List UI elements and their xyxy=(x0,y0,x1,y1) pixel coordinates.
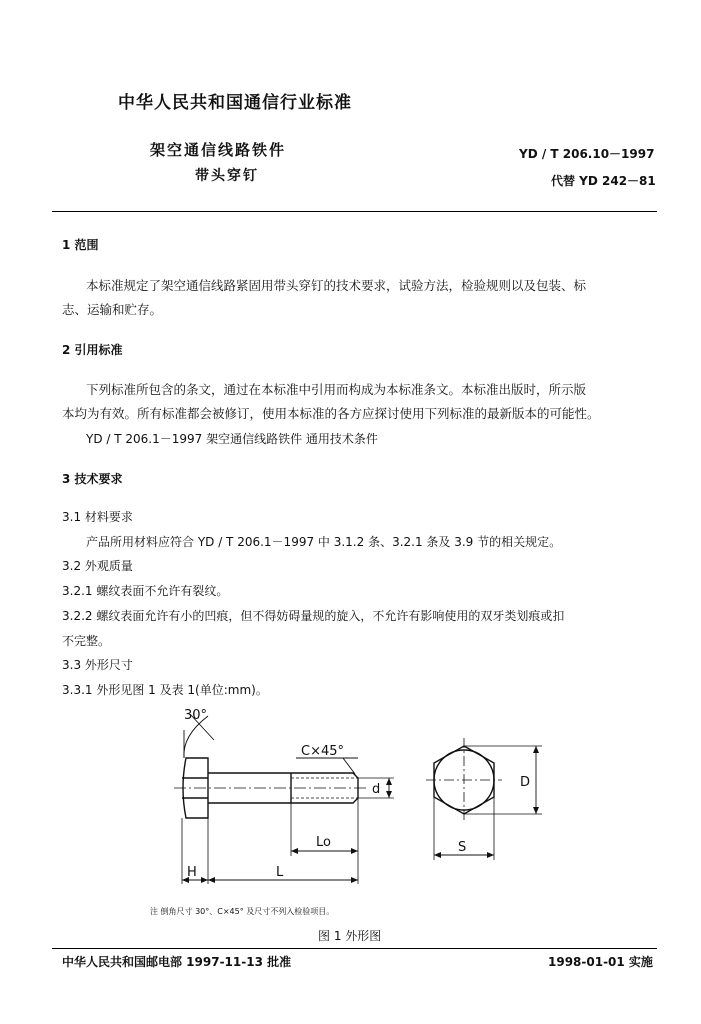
standard-code: YD / T 206.10－1997 xyxy=(519,147,655,161)
section-1-heading: 1 范围 xyxy=(62,238,99,252)
d-arrow-bottom xyxy=(386,791,392,798)
header-divider xyxy=(52,211,657,212)
d-arrow-top xyxy=(386,778,392,785)
s-arrow-left xyxy=(434,852,441,858)
section-1-text-line1: 本标准规定了架空通信线路紧固用带头穿钉的技术要求，试验方法，检验规则以及包装、标 xyxy=(86,278,587,293)
section-2-text-line2: 本均为有效。所有标准都会被修订，使用本标准的各方应探讨使用下列标准的最新版本的可能性。 xyxy=(62,406,600,421)
section-3-1-text: 产品所用材料应符合 YD / T 206.1－1997 中 3.1.2 条、3.2.1 条及 3.9 节的相关规定。 xyxy=(86,535,562,549)
D-label: D xyxy=(520,775,531,790)
figure-note: 注 倒角尺寸 30°、C×45° 及尺寸不列入检验项目。 xyxy=(150,907,335,916)
h-arrow-right xyxy=(201,877,208,883)
footer-divider xyxy=(52,948,657,949)
referenced-standard: YD / T 206.1－1997 架空通信线路铁件 通用技术条件 xyxy=(86,432,378,446)
l-arrow-right xyxy=(351,877,358,883)
issuing-body-title: 中华人民共和国通信行业标准 xyxy=(118,93,352,113)
section-3-2-heading: 3.2 外观质量 xyxy=(62,559,133,573)
section-2-text-line1: 下列标准所包含的条文，通过在本标准中引用而构成为本标准条文。本标准出版时，所示版 xyxy=(86,382,587,397)
lo-arrow-right xyxy=(351,848,358,854)
figure-caption: 图 1 外形图 xyxy=(318,929,382,943)
s-label: S xyxy=(458,840,467,855)
angle-30-label: 30° xyxy=(184,708,208,723)
l-label: L xyxy=(276,865,284,880)
section-3-heading: 3 技术要求 xyxy=(62,472,123,486)
section-3-1-heading: 3.1 材料要求 xyxy=(62,510,133,524)
section-3-2-2-text-line1: 3.2.2 螺纹表面允许有小的凹痕，但不得妨碍量规的旋入，不允许有影响使用的双牙类划痕或扣 xyxy=(62,609,565,623)
section-2-heading: 2 引用标准 xyxy=(62,343,123,357)
document-subtitle: 带头穿钉 xyxy=(195,168,259,184)
lo-arrow-left xyxy=(291,848,298,854)
section-3-3-1-text: 3.3.1 外形见图 1 及表 1(单位:mm)。 xyxy=(62,683,268,697)
D-arrow-bottom xyxy=(533,807,539,814)
chamfer-label: C×45° xyxy=(301,744,345,759)
section-3-3-heading: 3.3 外形尺寸 xyxy=(62,658,133,672)
l-arrow-left xyxy=(208,877,215,883)
lo-label: Lo xyxy=(316,835,331,850)
d-label: d xyxy=(372,782,381,797)
section-1-text-line2: 志、运输和贮存。 xyxy=(62,302,163,317)
chamfer-leader xyxy=(343,758,355,774)
section-3-2-2-text-line2: 不完整。 xyxy=(62,634,111,648)
bolt-outline-drawing xyxy=(150,700,570,900)
h-label: H xyxy=(187,865,197,880)
approval-line: 中华人民共和国邮电部 1997-11-13 批准 xyxy=(62,955,292,969)
effective-date: 1998-01-01 实施 xyxy=(548,955,653,969)
D-arrow-top xyxy=(533,746,539,753)
section-3-2-1-text: 3.2.1 螺纹表面不允许有裂纹。 xyxy=(62,584,229,598)
document-title: 架空通信线路铁件 xyxy=(150,141,287,159)
s-arrow-right xyxy=(487,852,494,858)
replaces-standard: 代替 YD 242－81 xyxy=(551,174,656,188)
